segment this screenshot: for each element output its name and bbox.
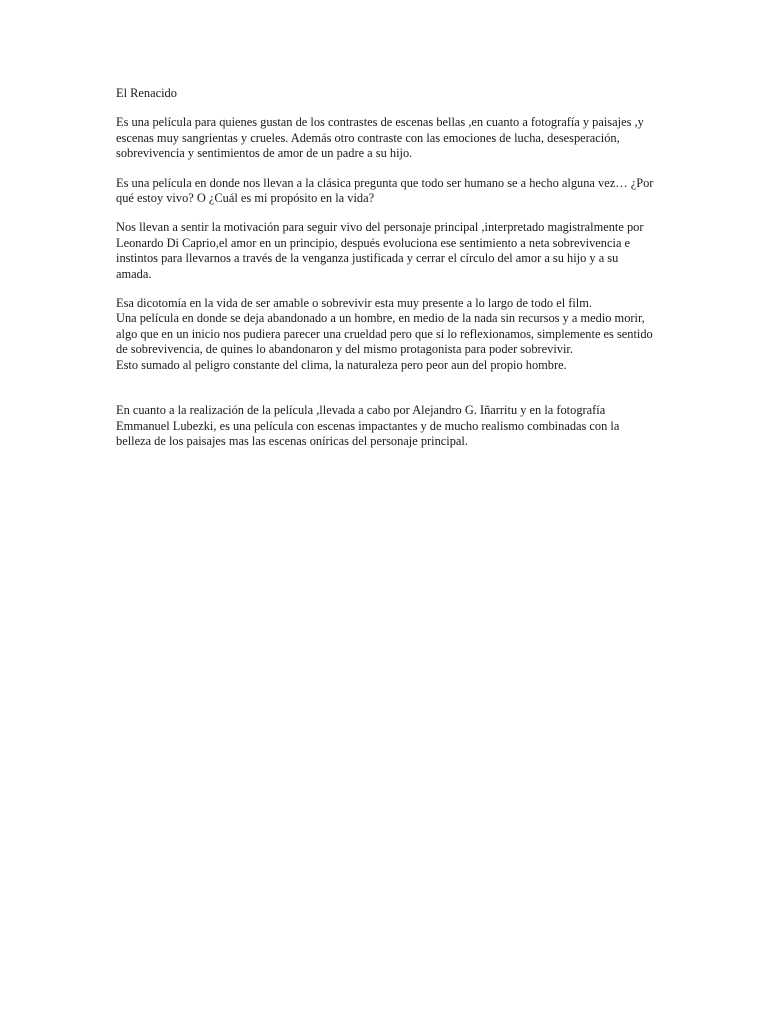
paragraph-3 xyxy=(116,220,656,282)
paragraph-3-line-1: Nos llevan a sentir la motivación para seguir vivo del personaje principal ,interpretado magistralmente por Leonardo Di Caprio,el amor en un principio, después evoluciona ese sentimiento a neta sobrevivencia e instintos para llevarnos a través de la venganza justificada y cerrar el círculo del amor a su hijo y a su amada. xyxy=(116,220,644,281)
document-title: El Renacido xyxy=(116,86,177,100)
paragraph-1-line-1: Es una película para quienes gustan de los contrastes de escenas bellas ,en cuanto a fotografía y paisajes ,y escenas muy sangrientas y crueles. Además otro contraste con las emociones de lucha, desesperación, sobrevivencia y sentimientos de amor de un padre a su hijo. xyxy=(116,115,644,161)
paragraph-2 xyxy=(116,176,656,207)
document-page xyxy=(116,86,656,463)
paragraph-5 xyxy=(116,403,656,449)
paragraph-4-line-2: Una película en donde se deja abandonado a un hombre, en medio de la nada sin recursos y a medio morir, algo que en un inicio nos pudiera parecer una crueldad pero que si lo reflexionamos, simplemente es sentido de sobrevivencia, de quines lo abandonaron y del mismo protagonista para poder sobrevivir. xyxy=(116,311,653,357)
paragraph-4-line-1: Esa dicotomía en la vida de ser amable o sobrevivir esta muy presente a lo largo de todo el film. xyxy=(116,296,592,311)
paragraph-5-line-1: En cuanto a la realización de la película ,llevada a cabo por Alejandro G. Iñarritu y en la fotografía Emmanuel Lubezki, es una película con escenas impactantes y de mucho realismo combinadas con la belleza de los paisajes mas las escenas oníricas del personaje principal. xyxy=(116,403,620,448)
paragraph-4 xyxy=(116,296,656,373)
paragraph-1 xyxy=(116,115,656,161)
paragraph-2-line-1: Es una película en donde nos llevan a la clásica pregunta que todo ser humano se a hecho alguna vez… ¿Por qué estoy vivo? O ¿Cuál es mi propósito en la vida? xyxy=(116,175,654,206)
paragraph-4-line-3: Esto sumado al peligro constante del clima, la naturaleza pero peor aun del propio hombre. xyxy=(116,357,567,372)
